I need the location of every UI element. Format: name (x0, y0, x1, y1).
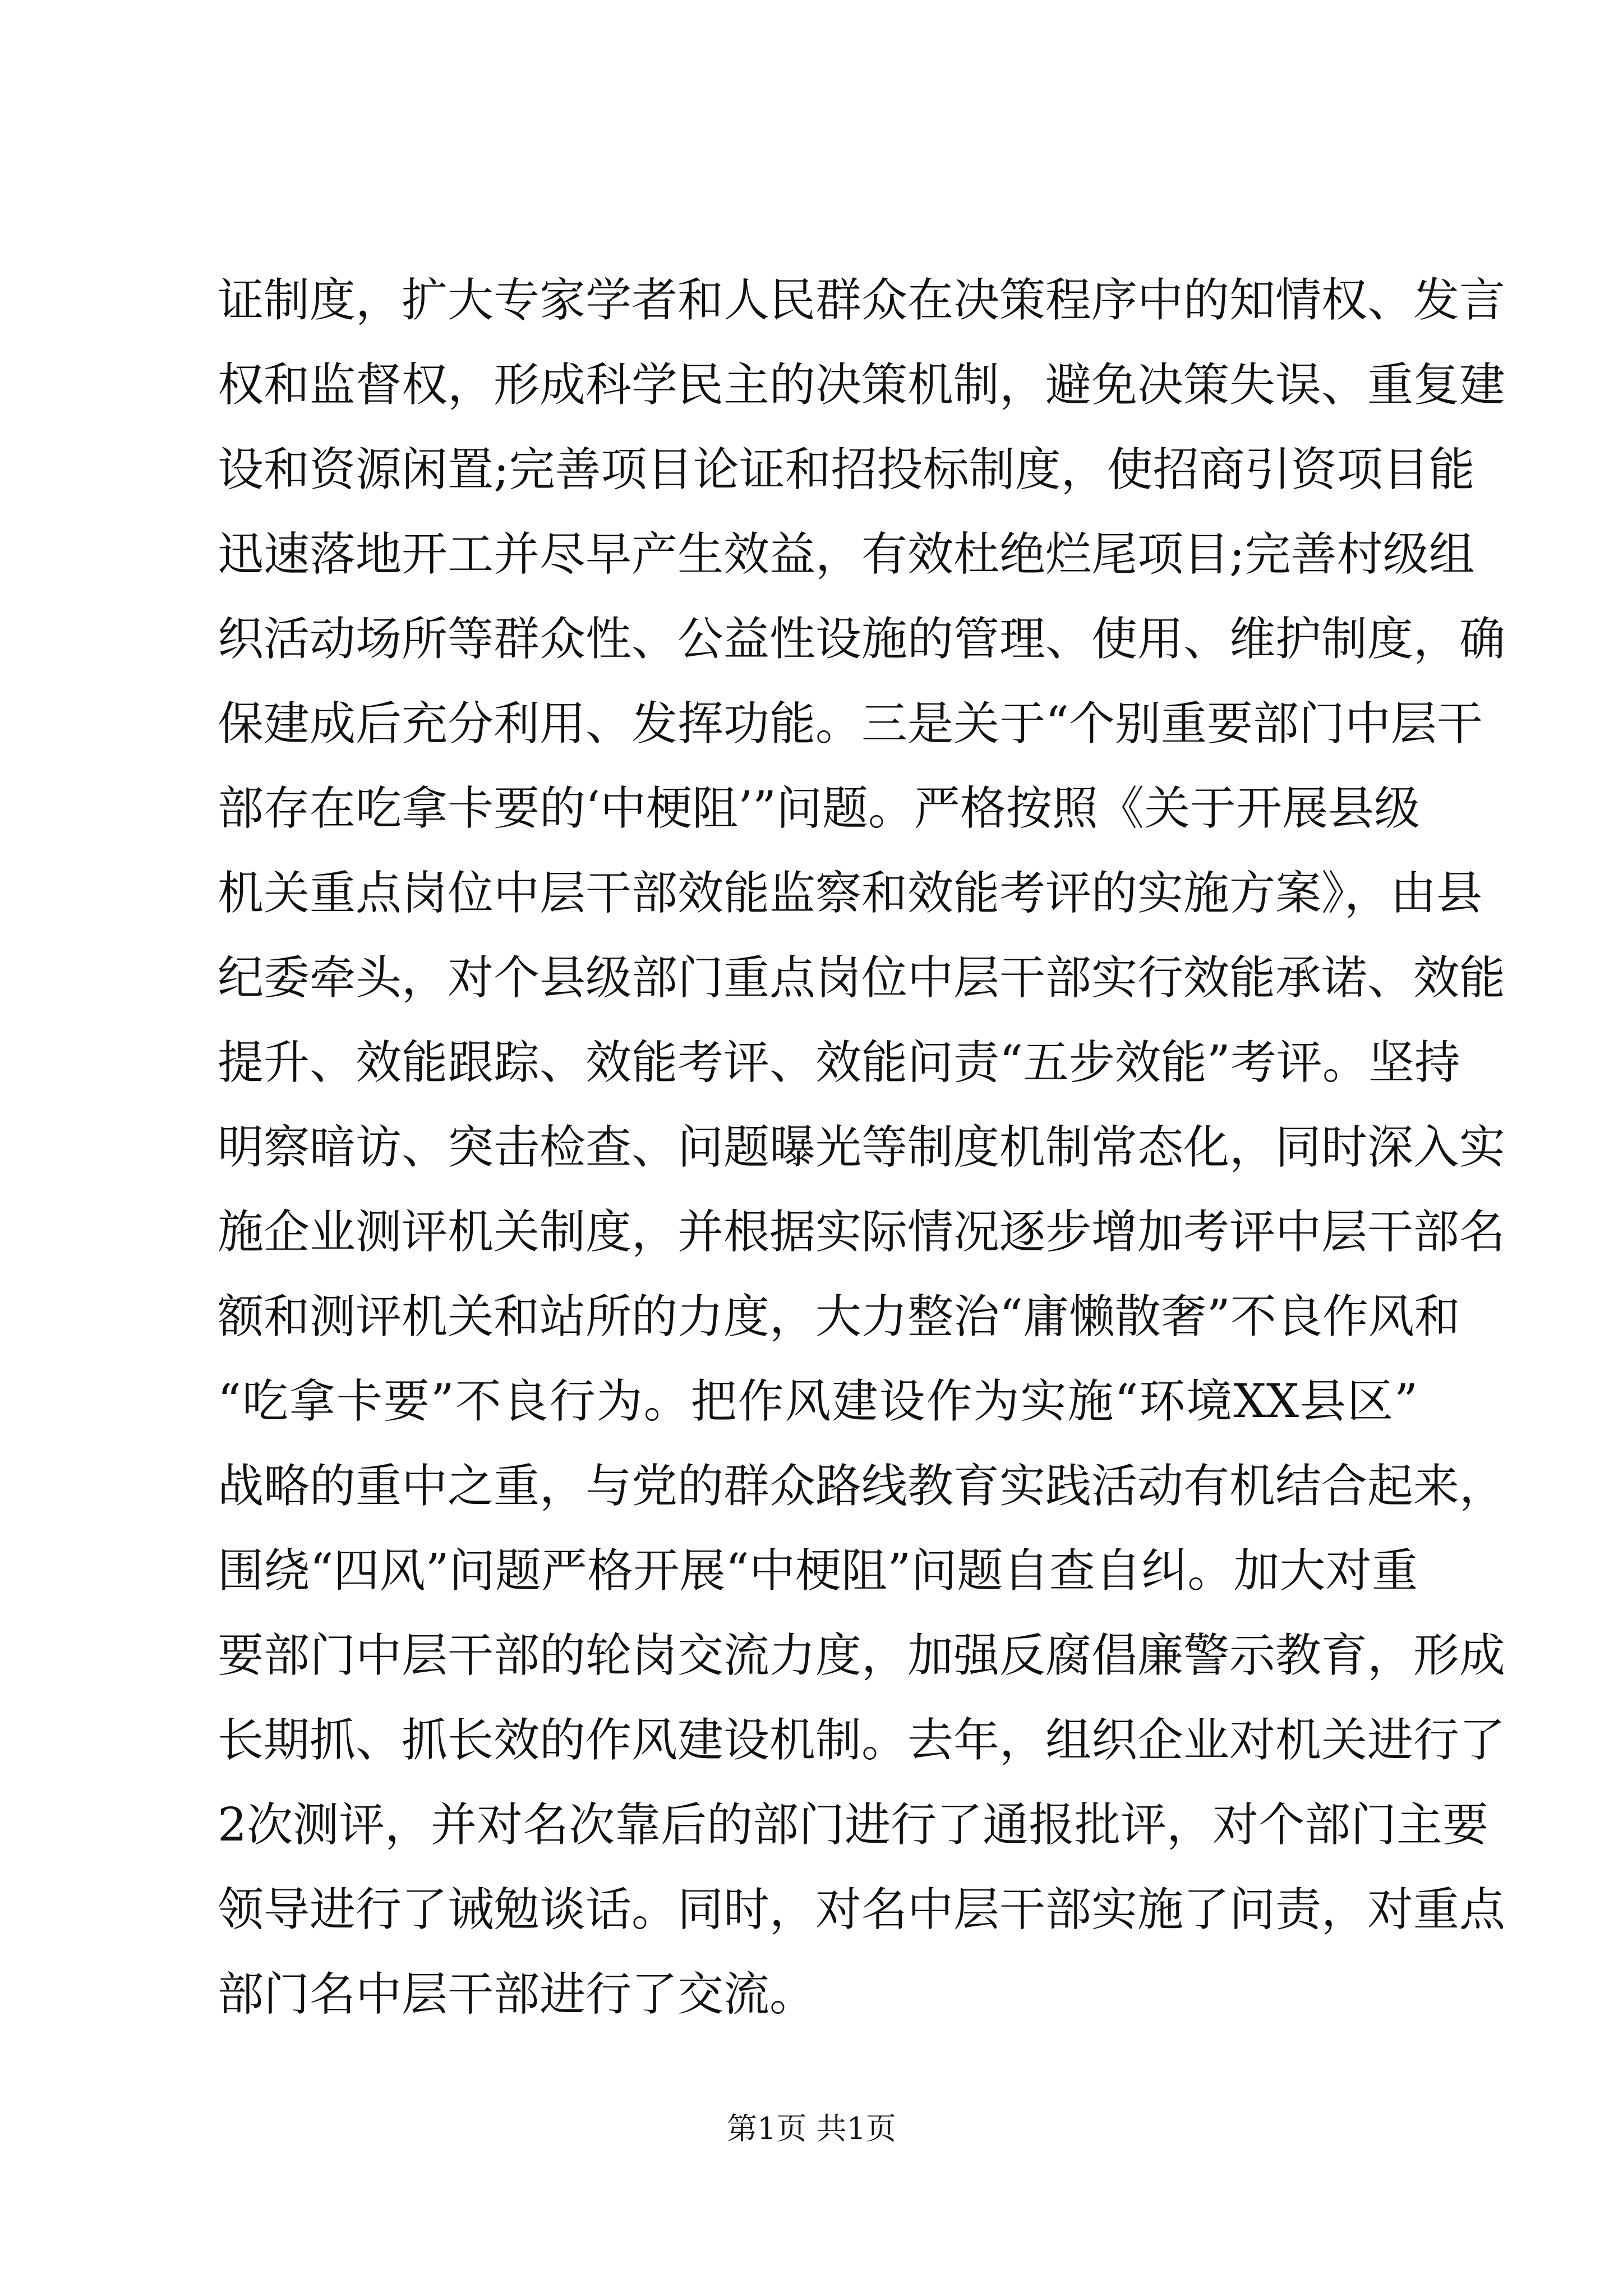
text-line: 长期抓、抓长效的作风建设机制。去年，组织企业对机关进行了 (218, 1714, 1506, 1767)
text-line: 保建成后充分利用、发挥功能。三是关于“个别重要部门中层干 (218, 697, 1483, 751)
text-line: 围绕“四风”问题严格开展“中梗阻”问题自查自纠。加大对重 (218, 1544, 1418, 1598)
text-line: 明察暗访、突击检查、问题曝光等制度机制常态化，同时深入实 (218, 1121, 1506, 1174)
text-line: 提升、效能跟踪、效能考评、效能问责“五步效能”考评。坚持 (218, 1036, 1460, 1089)
text-line: 织活动场所等群众性、公益性设施的管理、使用、维护制度，确 (218, 613, 1506, 666)
text-line: 权和监督权，形成科学民主的决策机制，避免决策失误、重复建 (218, 358, 1506, 412)
text-line: 设和资源闲置;完善项目论证和招投标制度，使招商引资项目能 (218, 443, 1475, 496)
text-line: 施企业测评机关制度，并根据实际情况逐步增加考评中层干部名 (218, 1205, 1506, 1259)
text-line: 机关重点岗位中层干部效能监察和效能考评的实施方案》，由县 (218, 867, 1483, 920)
text-line: 要部门中层干部的轮岗交流力度，加强反腐倡廉警示教育，形成 (218, 1629, 1506, 1682)
text-line: 迅速落地开工并尽早产生效益，有效杜绝烂尾项目;完善村级组 (218, 528, 1475, 581)
text-line: 战略的重中之重，与党的群众路线教育实践活动有机结合起来， (218, 1460, 1506, 1513)
text-line: 2次测评，并对名次靠后的部门进行了通报批评，对个部门主要 (218, 1798, 1489, 1852)
text-line: 部存在吃拿卡要的‘中梗阻’”问题。严格按照《关于开展县级 (218, 782, 1421, 835)
text-line: 证制度，扩大专家学者和人民群众在决策程序中的知情权、发言 (218, 274, 1506, 327)
text-line: 纪委牵头，对个县级部门重点岗位中层干部实行效能承诺、效能 (218, 951, 1506, 1005)
page-footer: 第1页 共1页 (727, 2111, 896, 2146)
text-line: “吃拿卡要”不良行为。把作风建设作为实施“环境XX县区” (218, 1375, 1418, 1428)
body-text (218, 258, 1506, 2037)
text-line: 领导进行了诫勉谈话。同时，对名中层干部实施了问责，对重点 (218, 1883, 1506, 1936)
text-line: 额和测评机关和站所的力度，大力整治“庸懒散奢”不良作风和 (218, 1290, 1460, 1343)
text-line: 部门名中层干部进行了交流。 (218, 1968, 816, 2021)
